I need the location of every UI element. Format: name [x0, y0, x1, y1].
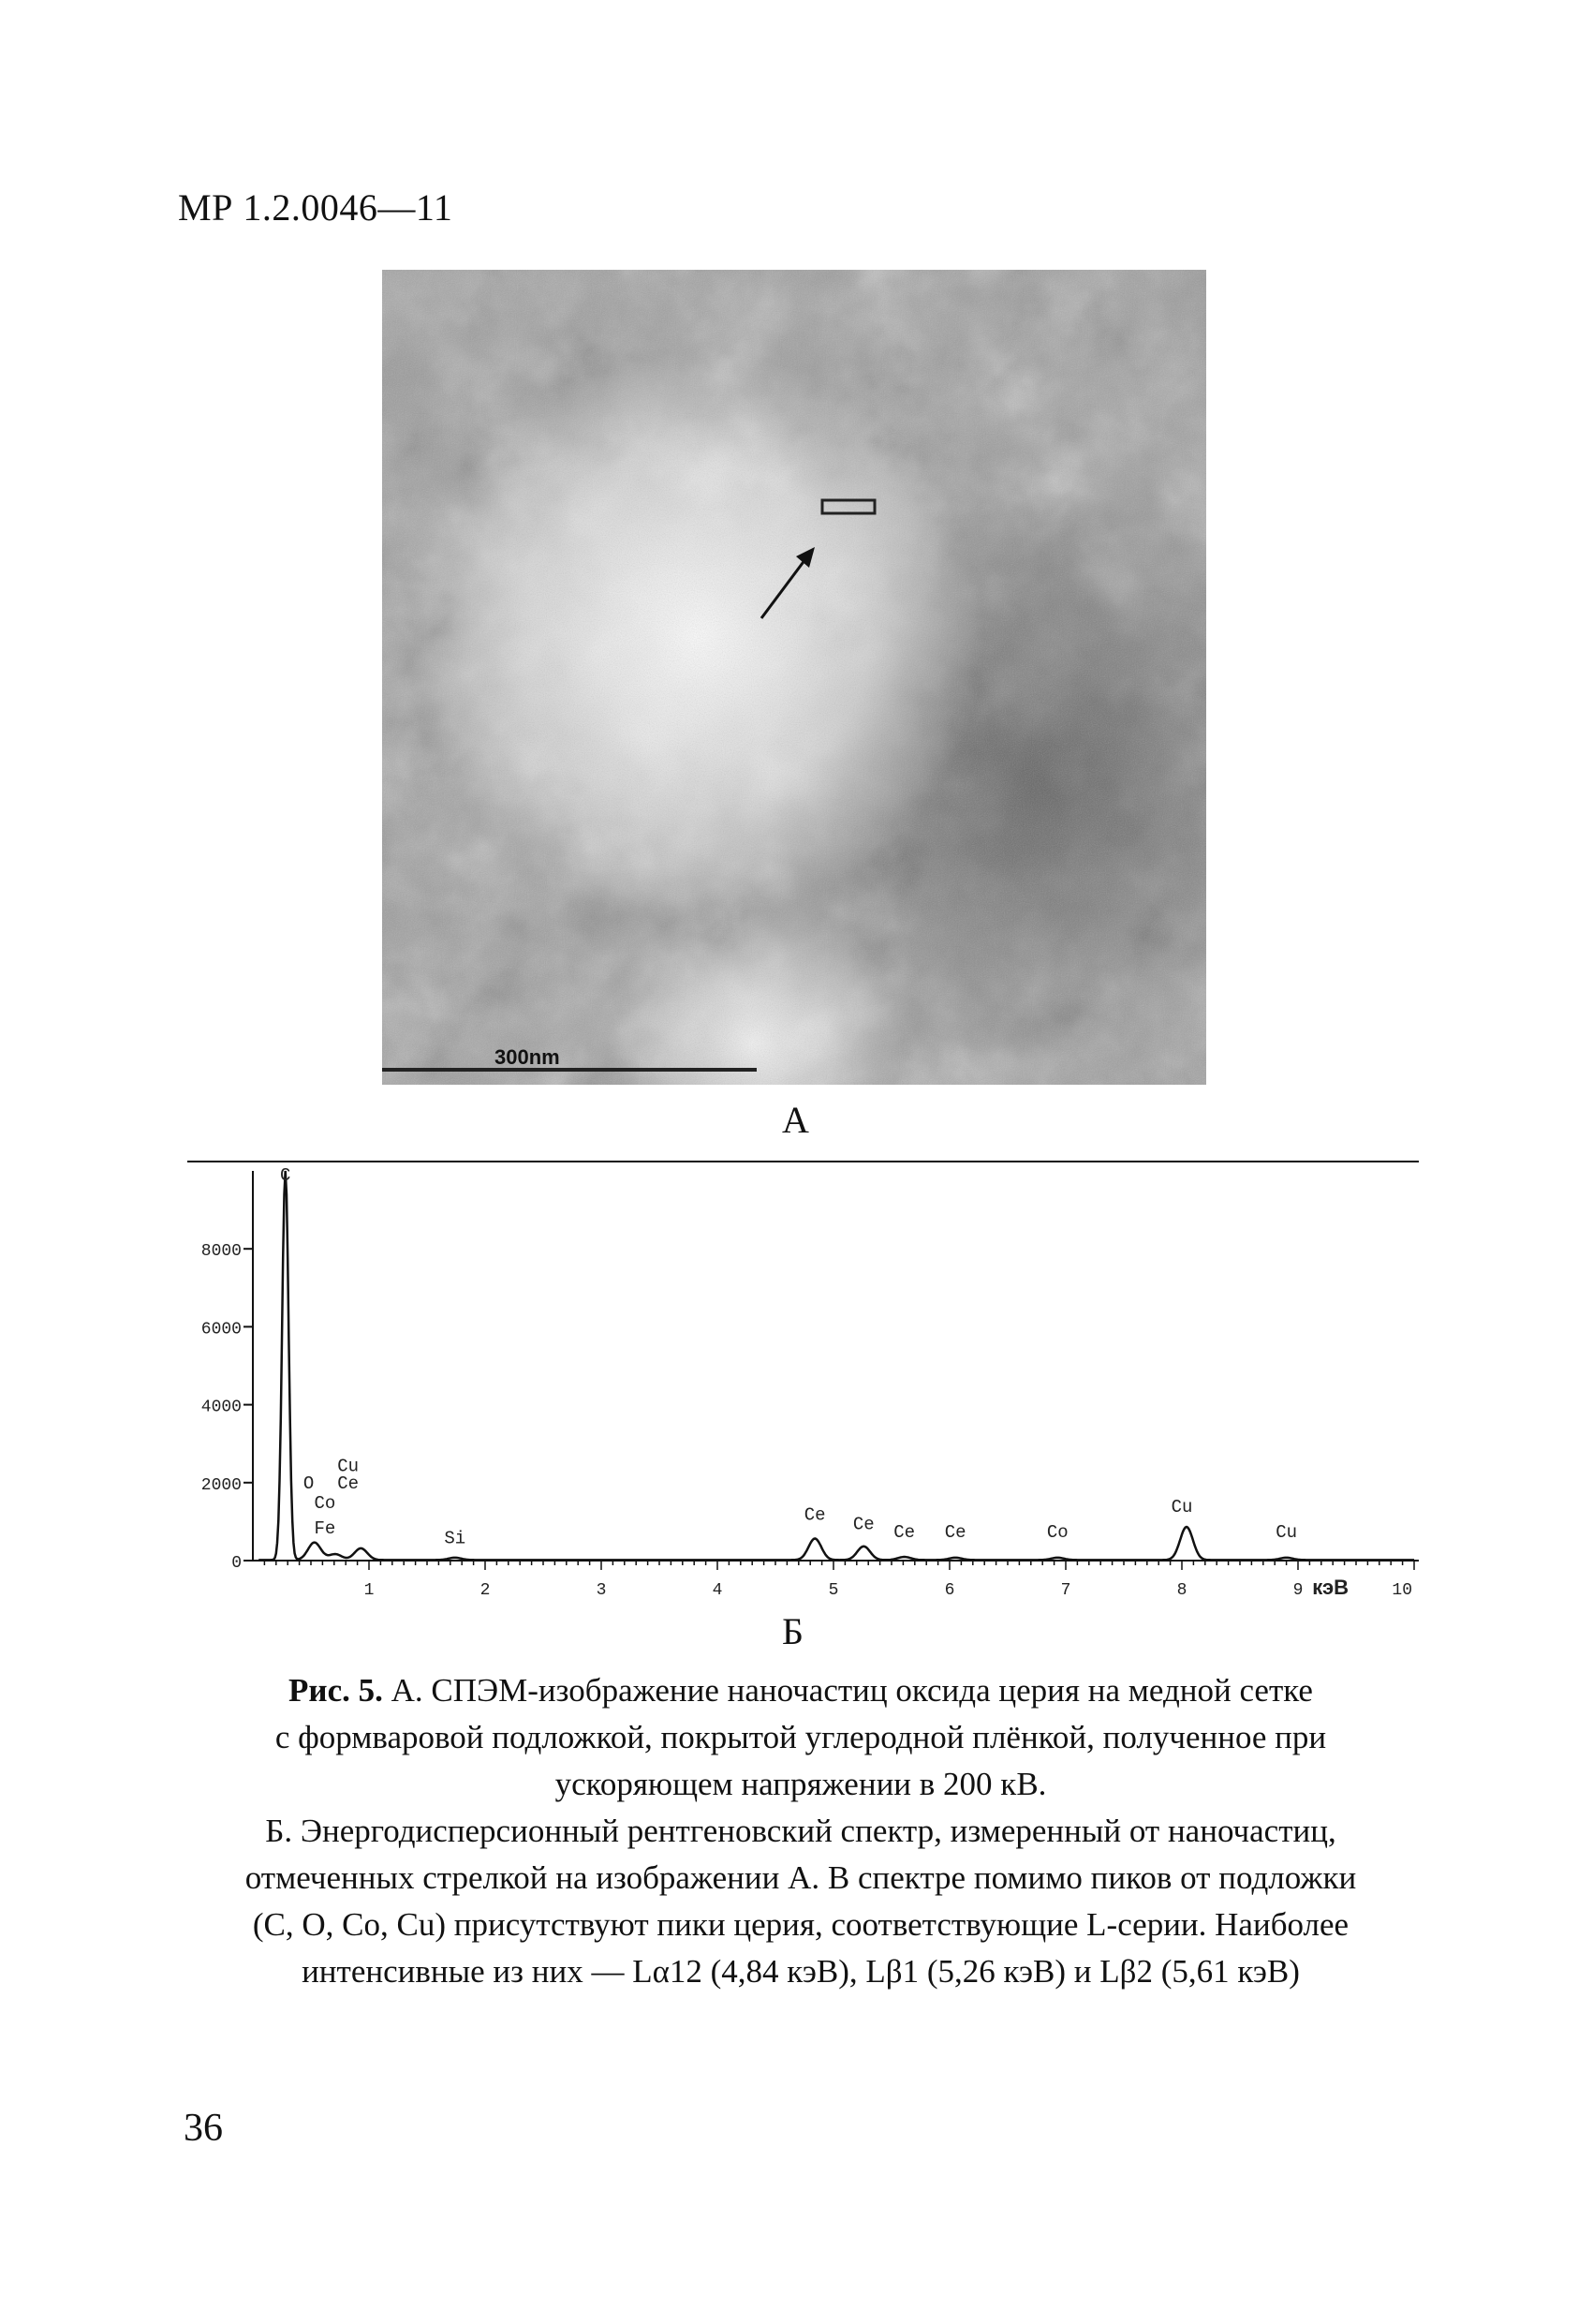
- peak-label: Cu: [1276, 1522, 1298, 1544]
- y-tick-label: 0: [231, 1554, 242, 1573]
- peak-label: Ce: [337, 1473, 360, 1495]
- scale-bar: [382, 1068, 757, 1072]
- x-tick-label: 9: [1292, 1581, 1304, 1600]
- scale-bar-label: 300nm: [494, 1045, 560, 1069]
- peak-label: C: [280, 1165, 291, 1186]
- caption-a-line-1: А. СПЭМ-изображение наночастиц оксида церия на медной сетке: [391, 1672, 1313, 1709]
- edx-spectrum-chart: [178, 1150, 1423, 1600]
- caption-b-line-1: Б. Энергодисперсионный рентгеновский спектр, измеренный от наночастиц,: [265, 1813, 1336, 1849]
- peak-label: O: [302, 1473, 315, 1495]
- caption-a-line-2: с формваровой подложкой, покрытой углеродной плёнкой, полученное при: [274, 1719, 1327, 1755]
- x-tick-label: 5: [828, 1581, 839, 1600]
- peak-label: Co: [314, 1492, 336, 1514]
- x-tick-label: 6: [944, 1581, 955, 1600]
- peak-label: Si: [444, 1528, 466, 1549]
- document-number: МР 1.2.0046—11: [178, 186, 453, 229]
- peak-label: Fe: [314, 1517, 336, 1539]
- x-tick-label: 8: [1176, 1581, 1187, 1600]
- caption-figure-label: Рис. 5.: [288, 1672, 383, 1709]
- figure-caption: [187, 1667, 1414, 1995]
- x-tick-label: 3: [596, 1581, 607, 1600]
- peak-label: Ce: [944, 1522, 966, 1544]
- x-axis-unit: кэВ: [1312, 1576, 1349, 1599]
- panel-b-label: Б: [782, 1610, 804, 1652]
- panel-a-label: А: [782, 1099, 809, 1141]
- tem-micrograph: [382, 270, 1206, 1085]
- peak-label: Ce: [804, 1504, 826, 1526]
- y-tick-label: 4000: [200, 1398, 242, 1417]
- peak-label: Cu: [1171, 1497, 1193, 1517]
- x-tick-label: 1: [363, 1581, 375, 1600]
- y-tick-label: 2000: [200, 1475, 242, 1495]
- caption-b-line-4: интенсивные из них — Lα12 (4,84 кэВ), Lβ1 (5,26 кэВ) и Lβ2 (5,61 кэВ): [302, 1953, 1300, 1990]
- x-tick-label: 7: [1060, 1581, 1071, 1600]
- peak-label: Co: [1046, 1522, 1069, 1544]
- page-number: 36: [184, 2107, 223, 2150]
- spectrum-line: [258, 1171, 1414, 1560]
- caption-b-line-2: отмеченных стрелкой на изображении А. В спектре помимо пиков от подложки: [244, 1859, 1357, 1896]
- x-tick-label: 4: [712, 1581, 723, 1600]
- peak-label: Ce: [893, 1522, 916, 1544]
- x-tick-label: 2: [479, 1581, 491, 1600]
- caption-a-line-3: ускоряющем напряжении в 200 кВ.: [554, 1766, 1047, 1802]
- x-tick-label: 10: [1392, 1581, 1412, 1600]
- peak-label: Ce: [852, 1514, 875, 1535]
- caption-b-line-3: (C, O, Co, Cu) присутствуют пики церия, соответствующие L-серии. Наиболее: [252, 1906, 1350, 1943]
- y-tick-label: 8000: [200, 1242, 242, 1262]
- y-tick-label: 6000: [200, 1320, 242, 1340]
- peak-label: Cu: [337, 1456, 360, 1477]
